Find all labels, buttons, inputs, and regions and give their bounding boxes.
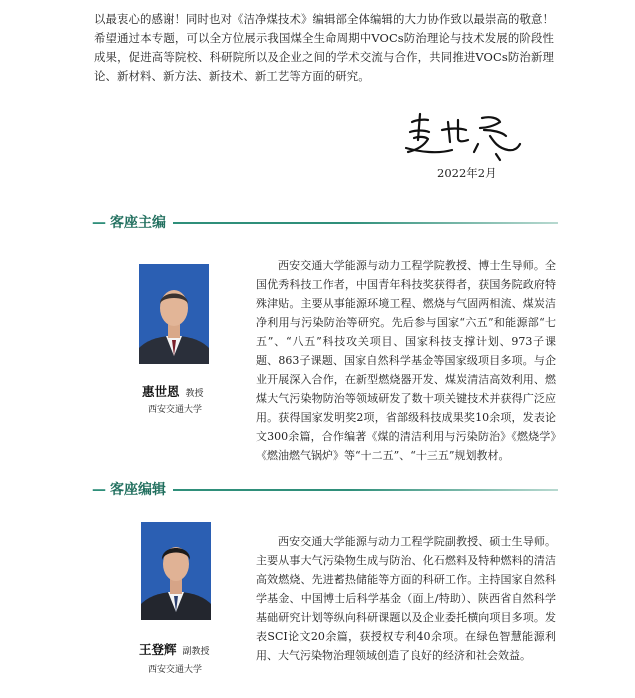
person-title: 副教授 — [182, 647, 210, 657]
person-affiliation: 西安交通大学 — [148, 405, 203, 415]
portrait-photo-hui-shien — [139, 264, 209, 364]
signature-handwriting — [398, 108, 528, 164]
section-heading-text: 客座编辑 — [110, 482, 166, 498]
section-heading-text: 客座主编 — [110, 215, 166, 231]
person-name-hui-shien: 惠世恩 教授 — [142, 384, 204, 399]
bio-wang-denghui: 西安交通大学能源与动力工程学院副教授、硕士生导师。主要从事大气污染物生成与防治、化石燃料及特种燃料的清洁高效燃烧、先进蓄热储能等方面的科研工作。主持国家自然科学基金、中国博士后科学基金（面上/特助）、陕西省自然科学基础研究计划等纵向科研课题以及企业委托横向项目多项。发表SCI论文20余篇，获授权专利40余项。在绿色智慧能源利用、大气污染物治理领域创造了良好的经济和社会效益。 — [256, 535, 556, 662]
intro-paragraph: 以最衷心的感谢！同时也对《洁净煤技术》编辑部全体编辑的大力协作致以最崇高的敬意！希望通过本专题，可以全方位展示我国煤全生命周期中VOCs防治理论与技术发展的阶段性成果，促进高等院校、科研院所以及企业之间的学术交流与合作，共同推进VOCs防治新理论、新材料、新方法、新技术、新工艺等方面的研究。 — [94, 12, 554, 83]
portrait-photo-wang-denghui — [141, 522, 211, 620]
letter-date: 2022年2月 — [437, 166, 497, 180]
person-name-wang-denghui: 王登辉 副教授 — [139, 642, 210, 657]
section-heading-guest-editor: — 客座编辑 — [92, 479, 558, 501]
person-title: 教授 — [185, 389, 204, 399]
person-affiliation: 西安交通大学 — [148, 665, 203, 675]
bio-hui-shien: 西安交通大学能源与动力工程学院教授、博士生导师。全国优秀科技工作者，中国青年科技奖获得者，获国务院政府特殊津贴。主要从事能源环境工程、燃烧与气固两相流、煤炭洁净利用与污染防治等研究。先后参与国家“六五”和能源部“七五”、“八五”科技攻关项目、国家科技支撑计划、973子课题、863子课题、国家自然科学基金等国家级项目多项。与企业开展深入合作，在新型燃烧器开发、煤炭清洁高效利用、燃煤大气污染物防治等领域研发了数十项关键技术并获得广泛应用。获得国家发明奖2项，省部级科技成果奖10余项，发表论文300余篇，合作编著《煤的清洁利用与污染防治》《燃烧学》《燃油燃气锅炉》等“十二五”、“十三五”规划教材。 — [256, 259, 556, 462]
section-heading-guest-chief-editor: — 客座主编 — [92, 212, 558, 234]
